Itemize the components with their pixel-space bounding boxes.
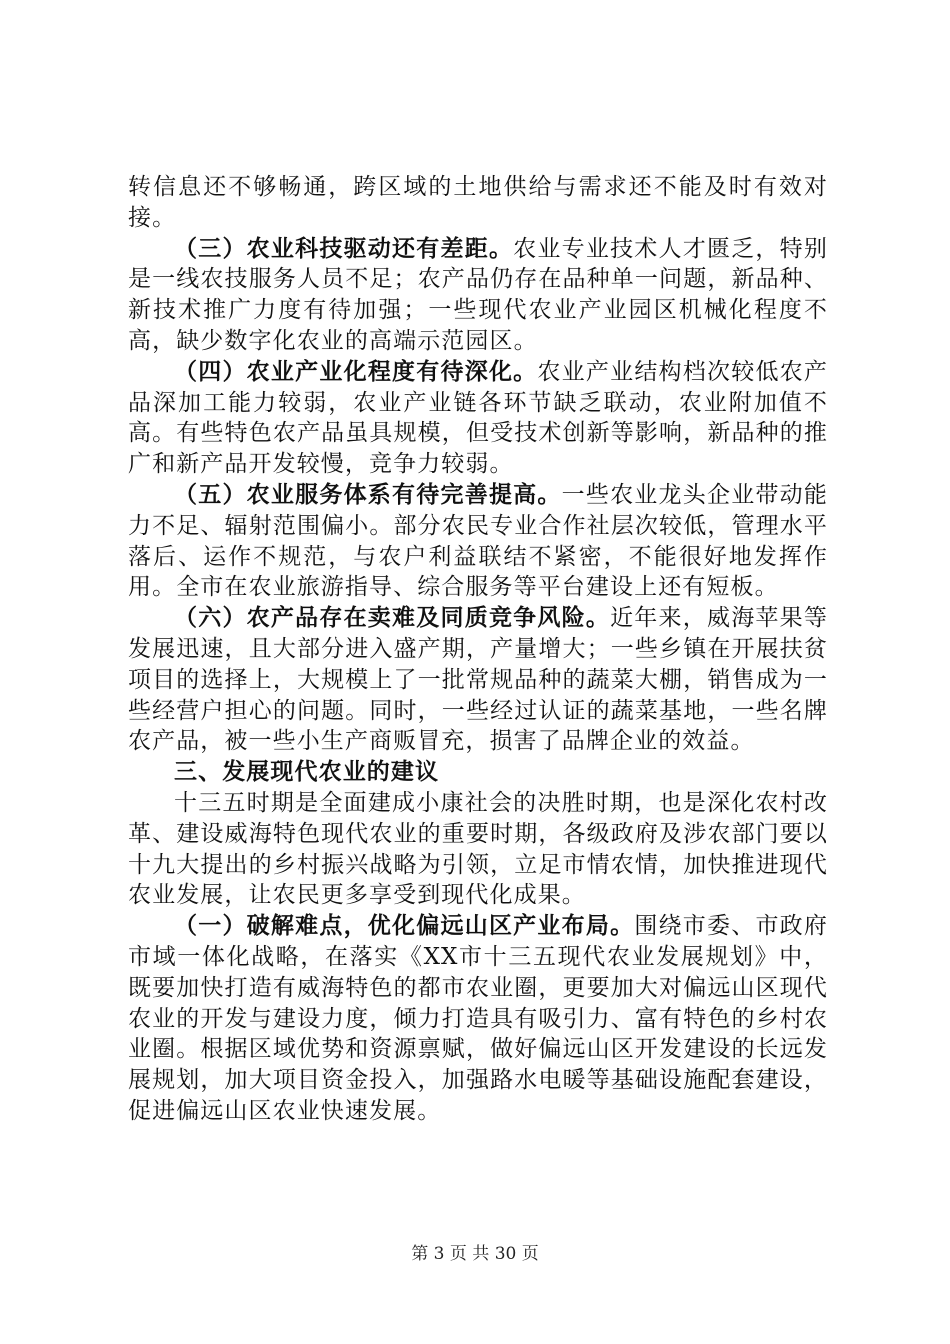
paragraph-land-info <box>128 172 828 234</box>
paragraph-lead: （三）农业科技驱动还有差距。 <box>174 234 514 262</box>
paragraph-text: 十三五时期是全面建成小康社会的决胜时期，也是深化农村改革、建设威海特色现代农业的重要时期，各级政府及涉农部门要以十九大提出的乡村振兴战略为引领，立足市情农情，加快推进现代农业发展，让农民更多享受到现代化成果。 <box>128 789 828 909</box>
paragraph-lead: （五）农业服务体系有待完善提高。 <box>174 480 562 508</box>
paragraph-text: 一些农业龙头企业带动能力不足、辐射范围偏小。部分农民专业合作社层次较低，管理水平落后、运作不规范，与农户利益联结不紧密，不能很好地发挥作用。全市在农业旅游指导、综合服务等平台建设上还有短板。 <box>128 481 828 601</box>
page-number-footer: 第 3 页 共 30 页 <box>411 1244 539 1264</box>
section-heading: 三、发展现代农业的建议 <box>174 758 440 786</box>
paragraph-tech-gap <box>128 234 828 357</box>
paragraph-lead: （四）农业产业化程度有待深化。 <box>174 357 538 385</box>
paragraph-lead: （六）农产品存在卖难及同质竞争风险。 <box>174 604 611 632</box>
paragraph-13th-five-year <box>128 788 828 911</box>
paragraph-industrialization <box>128 357 828 480</box>
paragraph-text: 农业专业技术人才匮乏，特别是一线农技服务人员不足；农产品仍存在品种单一问题，新品种、新技术推广力度有待加强；一些现代农业产业园区机械化程度不高，缺少数字化农业的高端示范园区。 <box>128 235 828 354</box>
paragraph-service-system <box>128 480 828 603</box>
document-body <box>128 172 828 1127</box>
paragraph-text: 围绕市委、市政府市域一体化战略，在落实《XX市十三五现代农业发展规划》中，既要加快打造有威海特色的都市农业圈，更要加大对偏远山区现代农业的开发与建设力度，倾力打造具有吸引力、富有特色的乡村农业圈。根据区域优势和资源禀赋，做好偏远山区开发建设的长远发展规划，加大项目资金投入，加强路水电暖等基础设施配套建设，促进偏远山区农业快速发展。 <box>128 913 828 1124</box>
paragraph-sales-risk <box>128 603 828 757</box>
paragraph-text: 近年来，威海苹果等发展迅速，且大部分进入盛产期，产量增大；一些乡镇在开展扶贫项目的选择上，大规模上了一批常规品种的蔬菜大棚，销售成为一些经营户担心的问题。同时，一些经过认证的蔬菜基地，一些名牌农产品，被一些小生产商贩冒充，损害了品牌企业的效益。 <box>128 605 828 755</box>
paragraph-text: 转信息还不够畅通，跨区域的土地供给与需求还不能及时有效对接。 <box>128 174 828 231</box>
paragraph-mountain-areas <box>128 911 828 1127</box>
paragraph-text: 农业产业结构档次较低农产品深加工能力较弱，农业产业链各环节缺乏联动，农业附加值不高。有些特色农产品虽具规模，但受技术创新等影响，新品种的推广和新产品开发较慢，竞争力较弱。 <box>128 358 829 478</box>
paragraph-lead: （一）破解难点，优化偏远山区产业布局。 <box>174 912 635 940</box>
